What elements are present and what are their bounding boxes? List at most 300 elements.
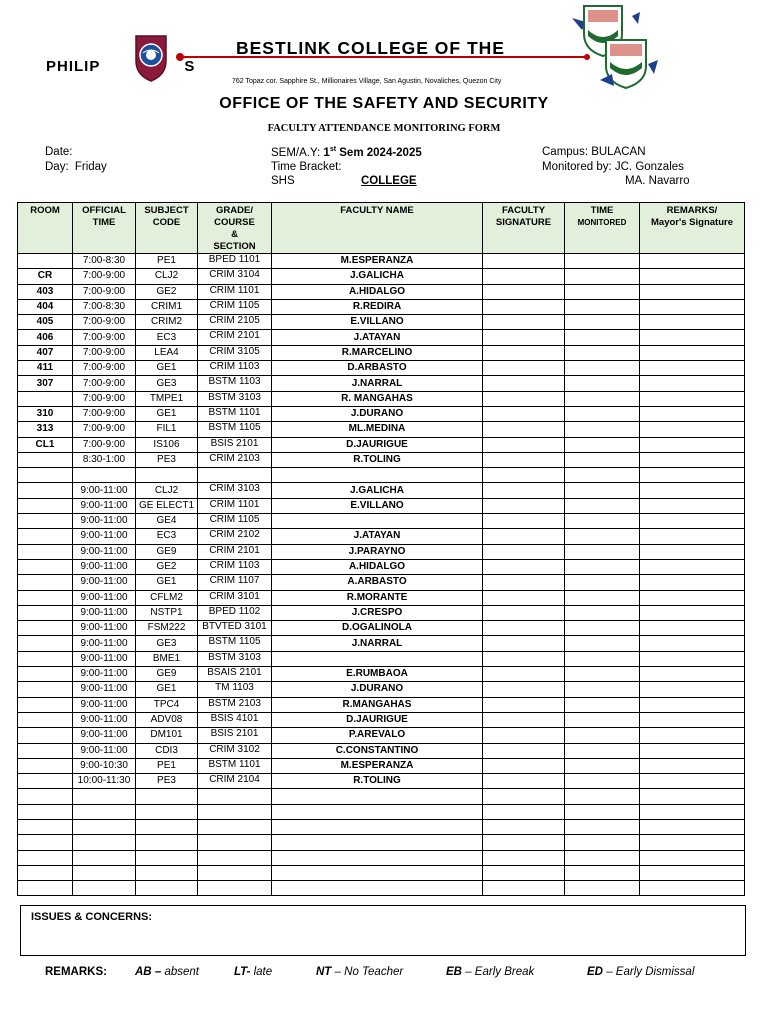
- cell-faculty-signature[interactable]: [483, 544, 565, 559]
- cell-room: 313: [18, 422, 73, 437]
- cell-faculty-signature[interactable]: [483, 850, 565, 865]
- table-row: [18, 743, 745, 758]
- cell-official-time: 7:00-9:00: [73, 330, 136, 345]
- cell-official-time: 8:30-1:00: [73, 452, 136, 467]
- cell-time-monitored[interactable]: [565, 254, 640, 269]
- cell-room: [18, 468, 73, 483]
- cell-time-monitored[interactable]: [565, 452, 640, 467]
- cell-time-monitored[interactable]: [565, 774, 640, 789]
- cell-room: [18, 590, 73, 605]
- cell-remarks[interactable]: [640, 667, 745, 682]
- cell-faculty-signature[interactable]: [483, 636, 565, 651]
- cell-subject-code: CDI3: [136, 743, 198, 758]
- cell-remarks[interactable]: [640, 865, 745, 880]
- cell-room: CL1: [18, 437, 73, 452]
- cell-room: [18, 544, 73, 559]
- cell-time-monitored[interactable]: [565, 468, 640, 483]
- cell-remarks[interactable]: [640, 881, 745, 896]
- cell-faculty-signature[interactable]: [483, 697, 565, 712]
- table-row: [18, 575, 745, 590]
- cell-faculty-name: D.OGALINOLA: [272, 621, 483, 636]
- cell-faculty-name: R.REDIRA: [272, 299, 483, 314]
- cell-room: [18, 789, 73, 804]
- cell-grade-section: BSTM 1103: [198, 376, 272, 391]
- cell-remarks[interactable]: [640, 636, 745, 651]
- cell-time-monitored[interactable]: [565, 544, 640, 559]
- cell-faculty-name: [272, 865, 483, 880]
- cell-remarks[interactable]: [640, 804, 745, 819]
- cell-faculty-signature[interactable]: [483, 269, 565, 284]
- cell-grade-section: CRIM 2103: [198, 452, 272, 467]
- table-row: [18, 819, 745, 834]
- cell-room: [18, 559, 73, 574]
- cell-faculty-signature[interactable]: [483, 514, 565, 529]
- cell-grade-section: BSTM 3103: [198, 391, 272, 406]
- cell-time-monitored[interactable]: [565, 758, 640, 773]
- cell-remarks[interactable]: [640, 789, 745, 804]
- cell-grade-section: [198, 819, 272, 834]
- cell-faculty-signature[interactable]: [483, 468, 565, 483]
- cell-faculty-signature[interactable]: [483, 254, 565, 269]
- cell-remarks[interactable]: [640, 835, 745, 850]
- cell-subject-code: PE3: [136, 452, 198, 467]
- table-row: [18, 254, 745, 269]
- cell-time-monitored[interactable]: [565, 682, 640, 697]
- cell-remarks[interactable]: [640, 483, 745, 498]
- cell-grade-section: CRIM 1103: [198, 361, 272, 376]
- cell-time-monitored[interactable]: [565, 345, 640, 360]
- shs-label: SHS: [271, 175, 295, 187]
- table-row: [18, 269, 745, 284]
- cell-subject-code: FSM222: [136, 621, 198, 636]
- cell-faculty-signature[interactable]: [483, 529, 565, 544]
- cell-remarks[interactable]: [640, 697, 745, 712]
- table-row: [18, 452, 745, 467]
- cell-time-monitored[interactable]: [565, 865, 640, 880]
- cell-faculty-name: R.MANGAHAS: [272, 697, 483, 712]
- cell-room: [18, 636, 73, 651]
- college-name: BESTLINK COLLEGE OF THE: [236, 38, 505, 58]
- cell-subject-code: ADV08: [136, 712, 198, 727]
- table-row: [18, 361, 745, 376]
- cell-faculty-signature[interactable]: [483, 819, 565, 834]
- cell-faculty-name: R.MARCELINO: [272, 345, 483, 360]
- cell-remarks[interactable]: [640, 254, 745, 269]
- cell-faculty-signature[interactable]: [483, 651, 565, 666]
- cell-remarks[interactable]: [640, 498, 745, 513]
- cell-time-monitored[interactable]: [565, 590, 640, 605]
- table-row: [18, 422, 745, 437]
- cell-time-monitored[interactable]: [565, 361, 640, 376]
- remark-ab: AB – absent: [135, 966, 199, 978]
- cell-remarks[interactable]: [640, 376, 745, 391]
- cell-faculty-signature[interactable]: [483, 743, 565, 758]
- cell-time-monitored[interactable]: [565, 835, 640, 850]
- cell-official-time: 9:00-11:00: [73, 636, 136, 651]
- cell-subject-code: PE1: [136, 758, 198, 773]
- table-row: [18, 284, 745, 299]
- col-faculty-name: FACULTY NAME: [272, 203, 483, 254]
- cell-faculty-name: D.JAURIGUE: [272, 437, 483, 452]
- cell-subject-code: IS106: [136, 437, 198, 452]
- cell-faculty-name: R.MORANTE: [272, 590, 483, 605]
- cell-time-monitored[interactable]: [565, 406, 640, 421]
- cell-faculty-name: R. MANGAHAS: [272, 391, 483, 406]
- cell-official-time: 9:00-10:30: [73, 758, 136, 773]
- cell-official-time: 9:00-11:00: [73, 712, 136, 727]
- cell-remarks[interactable]: [640, 468, 745, 483]
- cell-time-monitored[interactable]: [565, 651, 640, 666]
- day-value: Friday: [74, 161, 107, 173]
- cell-subject-code: GE1: [136, 682, 198, 697]
- cell-official-time: 7:00-9:00: [73, 284, 136, 299]
- cell-time-monitored[interactable]: [565, 605, 640, 620]
- cell-remarks[interactable]: [640, 728, 745, 743]
- cell-room: 403: [18, 284, 73, 299]
- col-subject-code: SUBJECT CODE: [136, 203, 198, 254]
- cell-time-monitored[interactable]: [565, 376, 640, 391]
- cell-room: [18, 881, 73, 896]
- cell-time-monitored[interactable]: [565, 529, 640, 544]
- campus-label: Campus: BULACAN: [542, 146, 646, 158]
- cell-grade-section: BSIS 2101: [198, 437, 272, 452]
- cell-faculty-name: J.ATAYAN: [272, 330, 483, 345]
- cell-time-monitored[interactable]: [565, 575, 640, 590]
- cell-subject-code: [136, 789, 198, 804]
- cell-faculty-name: M.ESPERANZA: [272, 254, 483, 269]
- table-row: [18, 483, 745, 498]
- table-row: [18, 330, 745, 345]
- cell-time-monitored[interactable]: [565, 269, 640, 284]
- table-row: [18, 728, 745, 743]
- safety-security-emblems: [566, 0, 662, 92]
- cell-faculty-signature[interactable]: [483, 804, 565, 819]
- cell-remarks[interactable]: [640, 269, 745, 284]
- cell-faculty-name: E.VILLANO: [272, 498, 483, 513]
- cell-faculty-signature[interactable]: [483, 865, 565, 880]
- cell-time-monitored[interactable]: [565, 621, 640, 636]
- cell-faculty-name: D.JAURIGUE: [272, 712, 483, 727]
- cell-remarks[interactable]: [640, 850, 745, 865]
- table-row: [18, 299, 745, 314]
- cell-subject-code: EC3: [136, 529, 198, 544]
- issues-box: [20, 905, 746, 956]
- cell-time-monitored[interactable]: [565, 330, 640, 345]
- cell-grade-section: CRIM 2104: [198, 774, 272, 789]
- table-row: [18, 315, 745, 330]
- cell-faculty-signature[interactable]: [483, 712, 565, 727]
- cell-faculty-name: D.ARBASTO: [272, 361, 483, 376]
- cell-faculty-name: A.HIDALGO: [272, 559, 483, 574]
- cell-remarks[interactable]: [640, 575, 745, 590]
- cell-time-monitored[interactable]: [565, 315, 640, 330]
- cell-grade-section: BSTM 2103: [198, 697, 272, 712]
- cell-grade-section: CRIM 1103: [198, 559, 272, 574]
- cell-faculty-signature[interactable]: [483, 667, 565, 682]
- cell-grade-section: CRIM 3101: [198, 590, 272, 605]
- cell-remarks[interactable]: [640, 590, 745, 605]
- cell-remarks[interactable]: [640, 774, 745, 789]
- cell-grade-section: [198, 835, 272, 850]
- cell-remarks[interactable]: [640, 284, 745, 299]
- cell-faculty-name: R.TOLING: [272, 452, 483, 467]
- cell-grade-section: [198, 881, 272, 896]
- cell-subject-code: [136, 468, 198, 483]
- cell-time-monitored[interactable]: [565, 391, 640, 406]
- cell-faculty-signature[interactable]: [483, 774, 565, 789]
- table-row: [18, 514, 745, 529]
- cell-grade-section: CRIM 1101: [198, 284, 272, 299]
- cell-faculty-signature[interactable]: [483, 483, 565, 498]
- cell-remarks[interactable]: [640, 345, 745, 360]
- cell-faculty-signature[interactable]: [483, 621, 565, 636]
- cell-grade-section: BSTM 1101: [198, 406, 272, 421]
- cell-remarks[interactable]: [640, 452, 745, 467]
- cell-subject-code: LEA4: [136, 345, 198, 360]
- cell-time-monitored[interactable]: [565, 514, 640, 529]
- cell-faculty-signature[interactable]: [483, 758, 565, 773]
- cell-time-monitored[interactable]: [565, 667, 640, 682]
- cell-room: [18, 452, 73, 467]
- cell-subject-code: [136, 804, 198, 819]
- cell-subject-code: GE2: [136, 284, 198, 299]
- sem-number: 1: [323, 146, 330, 159]
- cell-subject-code: NSTP1: [136, 605, 198, 620]
- cell-time-monitored[interactable]: [565, 789, 640, 804]
- cell-official-time: 9:00-11:00: [73, 575, 136, 590]
- cell-room: 406: [18, 330, 73, 345]
- cell-room: [18, 682, 73, 697]
- cell-official-time: 7:00-9:00: [73, 376, 136, 391]
- cell-subject-code: GE2: [136, 559, 198, 574]
- cell-grade-section: CRIM 2105: [198, 315, 272, 330]
- table-row: [18, 865, 745, 880]
- cell-faculty-name: J.PARAYNO: [272, 544, 483, 559]
- table-row: [18, 529, 745, 544]
- cell-time-monitored[interactable]: [565, 498, 640, 513]
- cell-remarks[interactable]: [640, 315, 745, 330]
- cell-time-monitored[interactable]: [565, 819, 640, 834]
- cell-grade-section: BSIS 4101: [198, 712, 272, 727]
- cell-time-monitored[interactable]: [565, 743, 640, 758]
- cell-time-monitored[interactable]: [565, 299, 640, 314]
- cell-remarks[interactable]: [640, 361, 745, 376]
- cell-grade-section: CRIM 1107: [198, 575, 272, 590]
- cell-remarks[interactable]: [640, 651, 745, 666]
- cell-faculty-name: A.HIDALGO: [272, 284, 483, 299]
- sem-suffix: st: [329, 146, 337, 153]
- cell-official-time: 9:00-11:00: [73, 605, 136, 620]
- cell-faculty-name: J.CRESPO: [272, 605, 483, 620]
- cell-faculty-name: [272, 651, 483, 666]
- cell-room: 405: [18, 315, 73, 330]
- cell-room: [18, 254, 73, 269]
- cell-faculty-signature[interactable]: [483, 391, 565, 406]
- cell-faculty-signature[interactable]: [483, 835, 565, 850]
- cell-faculty-name: [272, 804, 483, 819]
- cell-remarks[interactable]: [640, 743, 745, 758]
- cell-time-monitored[interactable]: [565, 881, 640, 896]
- cell-faculty-signature[interactable]: [483, 361, 565, 376]
- cell-subject-code: DM101: [136, 728, 198, 743]
- cell-faculty-signature[interactable]: [483, 590, 565, 605]
- cell-subject-code: GE9: [136, 544, 198, 559]
- cell-faculty-signature[interactable]: [483, 330, 565, 345]
- cell-remarks[interactable]: [640, 406, 745, 421]
- cell-room: [18, 804, 73, 819]
- col-faculty-signature: FACULTY SIGNATURE: [483, 203, 565, 254]
- cell-grade-section: CRIM 2101: [198, 544, 272, 559]
- cell-grade-section: CRIM 3102: [198, 743, 272, 758]
- cell-subject-code: PE3: [136, 774, 198, 789]
- cell-official-time: 10:00-11:30: [73, 774, 136, 789]
- cell-subject-code: CLJ2: [136, 269, 198, 284]
- cell-faculty-signature[interactable]: [483, 452, 565, 467]
- office-title: OFFICE OF THE SAFETY AND SECURITY: [219, 95, 549, 112]
- cell-faculty-signature[interactable]: [483, 605, 565, 620]
- cell-official-time: 9:00-11:00: [73, 559, 136, 574]
- cell-time-monitored[interactable]: [565, 284, 640, 299]
- table-row: [18, 376, 745, 391]
- cell-room: 407: [18, 345, 73, 360]
- table-row: [18, 758, 745, 773]
- cell-faculty-name: J.DURANO: [272, 682, 483, 697]
- cell-faculty-signature[interactable]: [483, 881, 565, 896]
- cell-faculty-signature[interactable]: [483, 299, 565, 314]
- college-label: COLLEGE: [361, 175, 417, 187]
- cell-time-monitored[interactable]: [565, 712, 640, 727]
- cell-faculty-signature[interactable]: [483, 682, 565, 697]
- cell-faculty-name: C.CONSTANTINO: [272, 743, 483, 758]
- cell-time-monitored[interactable]: [565, 728, 640, 743]
- cell-time-monitored[interactable]: [565, 804, 640, 819]
- cell-remarks[interactable]: [640, 682, 745, 697]
- cell-faculty-name: R.TOLING: [272, 774, 483, 789]
- cell-room: [18, 728, 73, 743]
- cell-room: [18, 651, 73, 666]
- cell-faculty-signature[interactable]: [483, 284, 565, 299]
- cell-grade-section: CRIM 3105: [198, 345, 272, 360]
- cell-remarks[interactable]: [640, 758, 745, 773]
- cell-official-time: [73, 804, 136, 819]
- cell-remarks[interactable]: [640, 712, 745, 727]
- cell-time-monitored[interactable]: [565, 636, 640, 651]
- cell-official-time: 9:00-11:00: [73, 621, 136, 636]
- cell-remarks[interactable]: [640, 391, 745, 406]
- cell-faculty-name: [272, 819, 483, 834]
- cell-subject-code: [136, 819, 198, 834]
- cell-subject-code: CLJ2: [136, 483, 198, 498]
- cell-remarks[interactable]: [640, 559, 745, 574]
- cell-faculty-signature[interactable]: [483, 789, 565, 804]
- col-remarks: REMARKS/ Mayor's Signature: [640, 203, 745, 254]
- table-row: [18, 468, 745, 483]
- cell-official-time: 9:00-11:00: [73, 682, 136, 697]
- cell-grade-section: CRIM 1105: [198, 514, 272, 529]
- cell-remarks[interactable]: [640, 514, 745, 529]
- cell-faculty-signature[interactable]: [483, 345, 565, 360]
- cell-remarks[interactable]: [640, 605, 745, 620]
- cell-faculty-name: [272, 468, 483, 483]
- cell-remarks[interactable]: [640, 529, 745, 544]
- cell-grade-section: CRIM 2101: [198, 330, 272, 345]
- cell-faculty-signature[interactable]: [483, 315, 565, 330]
- table-header-row: [18, 203, 745, 254]
- cell-subject-code: GE1: [136, 575, 198, 590]
- cell-subject-code: GE3: [136, 636, 198, 651]
- cell-faculty-signature[interactable]: [483, 575, 565, 590]
- cell-grade-section: [198, 865, 272, 880]
- form-title: FACULTY ATTENDANCE MONITORING FORM: [267, 123, 501, 134]
- cell-faculty-signature[interactable]: [483, 728, 565, 743]
- cell-faculty-name: J.DURANO: [272, 406, 483, 421]
- cell-faculty-name: [272, 789, 483, 804]
- table-row: [18, 697, 745, 712]
- cell-subject-code: GE1: [136, 361, 198, 376]
- cell-official-time: 7:00-9:00: [73, 406, 136, 421]
- cell-faculty-signature[interactable]: [483, 376, 565, 391]
- cell-remarks[interactable]: [640, 330, 745, 345]
- cell-official-time: 9:00-11:00: [73, 514, 136, 529]
- cell-grade-section: BTVTED 3101: [198, 621, 272, 636]
- cell-subject-code: TPC4: [136, 697, 198, 712]
- cell-official-time: 7:00-9:00: [73, 437, 136, 452]
- cell-faculty-name: J.GALICHA: [272, 269, 483, 284]
- cell-time-monitored[interactable]: [565, 697, 640, 712]
- cell-subject-code: GE ELECT1: [136, 498, 198, 513]
- cell-official-time: [73, 789, 136, 804]
- table-row: [18, 345, 745, 360]
- cell-subject-code: TMPE1: [136, 391, 198, 406]
- date-label: Date:: [45, 146, 73, 158]
- cell-remarks[interactable]: [640, 544, 745, 559]
- cell-time-monitored[interactable]: [565, 483, 640, 498]
- cell-subject-code: CRIM2: [136, 315, 198, 330]
- cell-subject-code: [136, 850, 198, 865]
- cell-subject-code: EC3: [136, 330, 198, 345]
- cell-faculty-signature[interactable]: [483, 437, 565, 452]
- cell-official-time: 9:00-11:00: [73, 529, 136, 544]
- cell-time-monitored[interactable]: [565, 559, 640, 574]
- cell-faculty-signature[interactable]: [483, 406, 565, 421]
- monitored-by: Monitored by: JC. Gonzales: [542, 161, 684, 173]
- cell-subject-code: GE9: [136, 667, 198, 682]
- cell-remarks[interactable]: [640, 819, 745, 834]
- college-name-cont: [46, 58, 195, 75]
- cell-faculty-name: A.ARBASTO: [272, 575, 483, 590]
- sem-label: SEM/A.Y:: [271, 146, 321, 159]
- cell-remarks[interactable]: [640, 437, 745, 452]
- cell-subject-code: GE4: [136, 514, 198, 529]
- cell-time-monitored[interactable]: [565, 422, 640, 437]
- cell-official-time: [73, 881, 136, 896]
- cell-faculty-signature[interactable]: [483, 498, 565, 513]
- cell-remarks[interactable]: [640, 621, 745, 636]
- remark-eb: EB – Early Break: [446, 966, 535, 978]
- col-room: ROOM: [18, 203, 73, 254]
- cell-time-monitored[interactable]: [565, 437, 640, 452]
- cell-subject-code: FIL1: [136, 422, 198, 437]
- cell-remarks[interactable]: [640, 422, 745, 437]
- cell-official-time: 7:00-9:00: [73, 269, 136, 284]
- cell-remarks[interactable]: [640, 299, 745, 314]
- cell-official-time: 9:00-11:00: [73, 651, 136, 666]
- cell-faculty-signature[interactable]: [483, 559, 565, 574]
- cell-room: [18, 758, 73, 773]
- cell-time-monitored[interactable]: [565, 850, 640, 865]
- cell-faculty-signature[interactable]: [483, 422, 565, 437]
- col-time-monitored: TIME MONITORED: [565, 203, 640, 254]
